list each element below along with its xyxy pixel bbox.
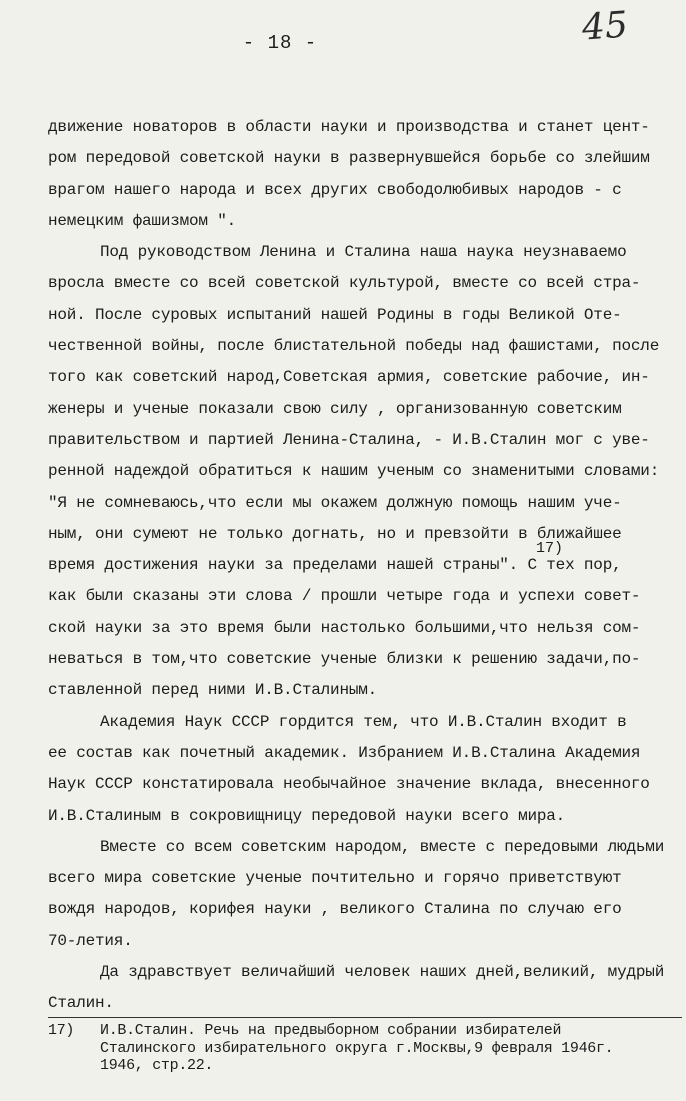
text-line: И.В.Сталиным в сокровищницу передовой науки всего мира. <box>48 806 566 825</box>
footnote-line: 1946, стр.22. <box>100 1057 214 1074</box>
footnote <box>48 1022 684 1075</box>
text-line: ее состав как почетный академик. Избранием И.В.Сталина Академия <box>48 743 641 762</box>
paragraph <box>48 707 684 832</box>
text-line: 70-летия. <box>48 931 133 950</box>
footnote-line <box>48 1022 684 1040</box>
footnote-reference-marker: 17) <box>536 540 564 557</box>
text-line: движение новаторов в области науки и производства и станет цент- <box>48 118 650 136</box>
text-line: немецким фашизмом ". <box>48 211 237 230</box>
text-line: Да здравствует величайший человек наших дней,великий, мудрый <box>100 963 665 982</box>
footnote-line: Сталинского избирательного округа г.Москвы,9 февраля 1946г. <box>100 1039 614 1057</box>
text-line: как были сказаны эти слова / прошли четыре года и успехи совет- <box>48 587 641 606</box>
page-number: - 18 - <box>242 32 318 54</box>
text-line: вросла вместе со всей советской культурой, вместе со всей стра- <box>48 274 641 293</box>
paragraph <box>48 988 684 1019</box>
footnote-number: 17) <box>48 1022 75 1039</box>
text-line: ным, они сумеют не только догнать, но и превзойти в ближайшее <box>48 524 622 543</box>
text-line: Академия Наук СССР гордится тем, что И.В.Сталин входит в <box>100 712 627 731</box>
footnote-text: И.В.Сталин. Речь на предвыборном собрании избирателей <box>100 1022 562 1039</box>
paragraph <box>48 112 684 237</box>
text-line: ренной надеждой обратиться к нашим ученым со знаменитыми словами: <box>48 462 660 481</box>
text-line: Сталин. <box>48 994 114 1013</box>
text-line: вождя народов, корифея науки , великого Сталина по случаю его <box>48 900 622 919</box>
text-line: врагом нашего народа и всех других свободолюбивых народов - с <box>48 180 622 199</box>
text-line: время достижения науки за пределами нашей страны". С тех пор, <box>48 556 622 575</box>
text-line: ставленной перед ними И.В.Сталиным. <box>48 681 378 700</box>
text-line: правительством и партией Ленина-Сталина, - И.В.Сталин мог с уве- <box>48 430 650 449</box>
text-line: Под руководством Ленина и Сталина наша наука неузнаваемо <box>100 243 627 262</box>
text-line: того как советский народ,Советская армия, советские рабочие, ин- <box>48 368 650 387</box>
text-line: Наук СССР констатировала необычайное значение вклада, внесенного <box>48 775 650 794</box>
text-line: чественной войны, после блистательной победы над фашистами, после <box>48 337 660 356</box>
paragraph <box>48 237 684 706</box>
text-line: ной. После суровых испытаний нашей Родины в годы Великой Оте- <box>48 305 622 324</box>
text-line: неваться в том,что советские ученые близки к решению задачи,по- <box>48 650 641 669</box>
paragraph <box>48 957 684 988</box>
text-line: "Я не сомневаюсь,что если мы окажем должную помощь нашим уче- <box>48 493 622 512</box>
text-line: ской науки за это время были настолько большими,что нельзя сом- <box>48 618 641 637</box>
handwritten-archive-number: 45 <box>580 4 630 49</box>
text-line: ром передовой советской науки в развернувшейся борьбе со злейшим <box>48 149 650 168</box>
body-text <box>48 112 684 1020</box>
text-line: Вместе со всем советским народом, вместе с передовыми людьми <box>100 837 665 856</box>
text-line: всего мира советские ученые почтительно и горячо приветствуют <box>48 869 622 888</box>
text-line: женеры и ученые показали свою силу , организованную советским <box>48 399 622 418</box>
paragraph <box>48 832 684 957</box>
footnote-divider <box>48 1017 682 1018</box>
